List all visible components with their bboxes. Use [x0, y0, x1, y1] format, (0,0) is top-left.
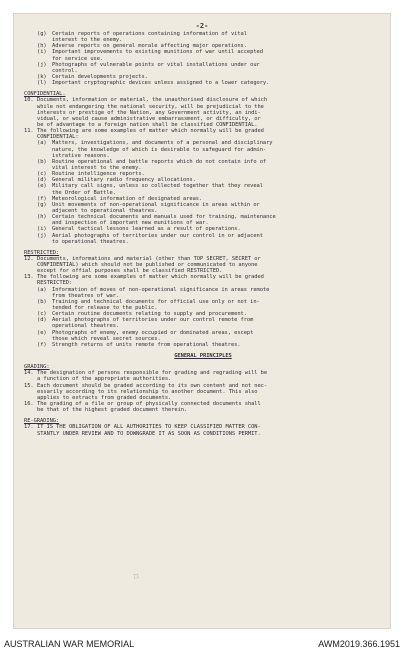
- line-text: Certain technical documents and manuals used for training, maintenance: [52, 214, 276, 221]
- item-label: (h): [37, 43, 47, 50]
- line-text: Routine intelligence reports.: [52, 171, 145, 178]
- line-text: Photographs of vulnerable points or vital installations under our: [52, 61, 260, 68]
- line-text: nature, the knowledge of which is desirable to safeguard for admin-: [52, 146, 267, 153]
- institution-name: AUSTRALIAN WAR MEMORIAL: [4, 639, 135, 649]
- paragraph-number: 10.: [24, 97, 34, 104]
- line-text: applies to extracts from graded documents.: [37, 394, 172, 401]
- line-text: CONFIDENTIAL) which should not be published or communicated to anyone: [37, 262, 258, 269]
- item-label: (h): [37, 214, 47, 221]
- item-label: (f): [37, 195, 47, 202]
- paragraph-number: 13.: [24, 274, 34, 281]
- archive-footer: [0, 631, 404, 653]
- line-text: Matters, investigations, and documents of a personal and disciplinary: [52, 140, 273, 147]
- line-text: Certain reports of operations containing information of vital: [52, 31, 247, 37]
- line-text: while not endangering the national security, will be prejudicial to the: [37, 103, 264, 110]
- item-label: (b): [37, 298, 47, 305]
- line-text: adjacent to operational theatres.: [52, 207, 158, 214]
- document-body: [24, 31, 382, 437]
- section-heading: GRADING:: [24, 364, 50, 371]
- item-label: (d): [37, 317, 47, 324]
- line-text: be of advantage to a foreign nation shall be classified CONFIDENTIAL.: [37, 121, 258, 128]
- line-text: General tactical lessons learned as a result of operations.: [52, 226, 241, 233]
- item-label: (g): [37, 201, 47, 208]
- line-text: RESTRICTED:: [37, 280, 73, 287]
- line-text: from theatres of war.: [52, 292, 120, 299]
- centered-heading: GENERAL PRINCIPLES: [174, 353, 232, 360]
- paragraph-number: 12.: [24, 255, 34, 262]
- item-label: (l): [37, 80, 47, 87]
- page-number: -2-: [195, 22, 209, 30]
- section-heading: RESTRICTED:: [24, 249, 60, 256]
- line-text: Military call signs, unless so collected together that they reveal: [52, 183, 263, 190]
- line-text: Each document should be graded according to its own content and not nec-: [37, 382, 268, 389]
- line-text: for service use.: [52, 55, 104, 62]
- item-label: (j): [37, 61, 47, 68]
- item-label: (b): [37, 158, 47, 165]
- line-text: Photographs of enemy, enemy occupied or dominated areas, except: [52, 329, 254, 336]
- item-label: (i): [37, 49, 47, 56]
- line-text: tended for release to the public.: [52, 305, 158, 312]
- item-label: (j): [37, 232, 47, 239]
- item-label: (a): [37, 140, 47, 147]
- line-text: essarily according to its relationship to another document. This also: [37, 388, 258, 395]
- line-text: except for offial purposes shall be classified RESTRICTED.: [37, 268, 223, 275]
- line-text: the Order of Battle.: [52, 189, 116, 196]
- line-text: The grading of a file or group of physically connected documents shall: [37, 401, 261, 408]
- line-text: Aerial photographs of territories under our control remote from: [52, 317, 254, 324]
- line-text: interests or prestige of the Nation, any Government activity, an indi-: [37, 109, 261, 116]
- item-label: (i): [37, 226, 47, 233]
- line-text: istrative reasons.: [52, 152, 110, 159]
- line-text: Certain routine documents relating to supply and procurement.: [52, 311, 247, 318]
- line-text: Aerial photographs of territories under our control in or adjacent: [52, 232, 263, 239]
- line-text: STANTLY UNDER REVIEW AND TO DOWNGRADE IT AS SOON AS CONDITIONS PERMIT.: [37, 430, 261, 437]
- line-text: control.: [52, 67, 78, 74]
- line-text: interest to the enemy.: [52, 37, 123, 44]
- line-text: a function of the appropriate authorities.: [37, 376, 172, 383]
- item-label: (c): [37, 311, 47, 318]
- item-label: (k): [37, 73, 47, 80]
- line-text: Adverse reports on general morale affecting major operations.: [52, 43, 247, 50]
- line-text: Training and technical documents for official use only or not in-: [52, 298, 260, 305]
- line-text: to operational theatres.: [52, 238, 129, 245]
- item-label: (e): [37, 329, 47, 336]
- item-label: (f): [37, 341, 47, 348]
- line-text: operational theatres.: [52, 323, 120, 330]
- line-text: Important cryptographic devices unless assigned to a lower category.: [52, 80, 270, 87]
- line-text: The designation of persons responsible for grading and regrading will be: [37, 370, 268, 377]
- item-label: (c): [37, 171, 47, 178]
- section-heading: RE-GRADING:: [24, 418, 60, 425]
- paragraph-number: 15.: [24, 382, 34, 389]
- line-text: IT IS THE OBLIGATION OF ALL AUTHORITIES TO KEEP CLASSIFIED MATTER CON-: [37, 424, 261, 431]
- line-text: those which reveal secret sources.: [52, 335, 161, 342]
- item-label: (a): [37, 286, 47, 293]
- line-text: Important improvements to existing munitions of war until accepted: [52, 49, 263, 56]
- line-text: vital interest to the enemy.: [52, 164, 142, 171]
- item-label: (d): [37, 177, 47, 184]
- paragraph-number: 14.: [24, 370, 34, 377]
- faded-stamp-mark: □: [133, 571, 139, 581]
- paragraph-line: [24, 431, 382, 437]
- line-text: General military radio frequency allocations.: [52, 177, 196, 184]
- line-text: CONFIDENTIAL:: [37, 134, 79, 141]
- line-text: Documents, information or material, the unauthorised disclosure of which: [37, 97, 268, 104]
- line-text: Strength returns of units remote from operational theatres.: [52, 341, 241, 348]
- document-page: [14, 14, 390, 628]
- line-text: The following are some examples of matter which normally will be graded: [37, 128, 264, 135]
- accession-number: AWM2019.366.1951: [318, 639, 400, 649]
- line-text: Unit movements of non-operational significance in areas within or: [52, 201, 260, 208]
- item-label: (e): [37, 183, 47, 190]
- line-text: be that of the highest graded document therein.: [37, 407, 188, 414]
- line-text: vidual, or would cause administrative embarrassment, or difficulty, or: [37, 115, 261, 122]
- line-text: Meteorological information of designated areas.: [52, 195, 203, 202]
- line-text: The following are some examples of matter which normally will be graded: [37, 274, 264, 281]
- line-text: Documents, informations and material (other than TOP SECRET, SECRET or: [37, 255, 261, 262]
- section-heading: CONFIDENTIAL.: [24, 91, 66, 98]
- paragraph-number: 11.: [24, 128, 34, 135]
- line-text: Certain developments projects.: [52, 73, 148, 80]
- item-label: (g): [37, 31, 47, 37]
- line-text: Information of moves of non-operational significance in areas remote: [52, 286, 270, 293]
- paragraph-number: 16.: [24, 401, 34, 408]
- line-text: Routine operational and battle reports which do not contain info of: [52, 158, 267, 165]
- line-text: and inspection of important new munitions of war.: [52, 220, 209, 227]
- paragraph-number: 17.: [24, 424, 34, 431]
